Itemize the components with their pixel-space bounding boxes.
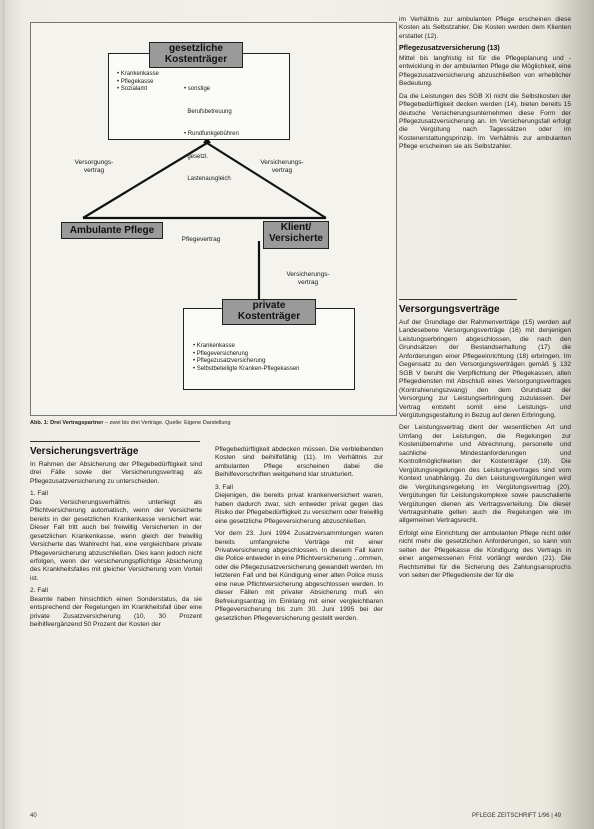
section-rule-left — [30, 441, 200, 442]
statutory-payers-title-2: Kostenträger — [164, 54, 228, 65]
journal-footer: PFLEGE ZEITSCHRIFT 1/96 | 49 — [472, 813, 562, 819]
client-insured-box — [263, 221, 329, 249]
paragraph: im Verhältnis zur ambulanten Pflege erscheinen diese Kosten als Selbstzahler. Die Kosten werden dem Klienten erstattet (12). — [399, 16, 571, 40]
right-column — [399, 16, 571, 156]
list-item: • Krankenkasse — [117, 71, 159, 77]
subheading-supplementary-insurance: Pflegezusatzversicherung (13) — [399, 45, 500, 53]
right-column-lower — [399, 304, 571, 585]
list-item: • Rundfunkgebühren — [184, 131, 239, 137]
private-payers-box — [183, 300, 355, 390]
list-item: • Pflegekasse — [117, 78, 154, 85]
list-item: • Pflegeversicherung — [193, 350, 249, 357]
list-item: • Sozialamt — [117, 86, 148, 92]
paragraph: Da die Leistungen des SGB XI nicht die Selbstkosten der Pflegebedürftigkeit decken werden (14), bieten bereits 15 deutsche Versicherungsunternehmen diese Form der Pflegezusatzversicherung an. Im Versicherungsfall erfolgt die Vergütung nach Tagessätzen oder im Kostenerstattungsprinzip. Im Verhältnis zur ambulanten Pflege erscheinen sie als Selbstzahler. — [399, 92, 571, 151]
section-heading-insurance: Versicherungsverträge — [30, 446, 139, 457]
private-payers-header — [222, 299, 316, 325]
list-item: gesetzl. — [184, 153, 209, 160]
ambulant-care-box: Ambulante Pflege — [61, 222, 163, 239]
figure-frame — [30, 22, 397, 416]
statutory-payers-title-1: gesetzliche — [169, 43, 223, 54]
page-number: 40 — [30, 813, 37, 819]
private-payers-title-2: Kostenträger — [237, 311, 301, 322]
page-spine-shadow — [2, 0, 5, 829]
list-item: Lastenausgleich — [184, 176, 231, 182]
client-label-1: Klient/ — [280, 222, 312, 233]
paragraph: Vor dem 23. Juni 1994 Zusatzversammlungen waren bereits umfangreiche Verträge mit einer Privatversicherung abgeschlossen. In diesem Fall kann die Police entweder in eine Pflichtversicherung ...ommen, oder die Pflegezusatzversicherung gewandelt werden. Im letzteren Fall und bei Kündigung einer alten Police muss eine neue Pflichtversicherung abgeschlossen werden. In dieser Fällen mit privater Absicherung muß ein Befreiungsantrag im Einklang mit einer vergleichbaren Pflegeversicherung bis zum 30. Juni 1995 bei der gesetzlichen Pflegeversicherung gestellt werden. — [215, 530, 383, 622]
paragraph: Erfolgt eine Einrichtung der ambulanten Pflege nicht oder nicht mehr die gesetzlichen Anforderungen, so kann von seiten der Pflegekasse die Kündigung des Vertrags in einer angemessenen Frist vorlängt werden (21). Die Rechtsmittel für die Sicherung des Zahlungsanspruchs von seiten der Pflegedienste der für die — [399, 529, 571, 580]
paragraph: Der Leistungsvertrag dient der wesentlichen Art und Umfang der Leistungen, die Regelungen zur Kostenübernahme und Abrechnung, personelle und sachliche Mindestanforderungen und Kontrollmöglichkeiten der Kostenträger (19). Die Vergütungsregelungen des Leistungsvertrages sind vom Kontext unabhängig. Zu den Leistungsvergütungen wird die Vergütungsregelung im Vergütungsvertrag (20). Vergütungen für Leistungskomplexe sowie pauschalierte Vergütungen dienen als Vertragsverteilung. Die dieser Vertragsinhalte gelten auch die Regelungen wie im allgemeinen Vertragsrecht. — [399, 424, 571, 525]
client-label-2: Versicherte — [269, 233, 323, 244]
paragraph: Beamte haben hinsichtlich einen Sonderstatus, da sie entsprechend der Regelungen im Krankheitsfall über eine private Zusatzversicherung (10, 30 Prozent beihilfeergänzend 50 Prozent der Kosten der — [30, 595, 202, 629]
vertical-contract-label: Versicherungs- vertrag — [286, 271, 330, 286]
section-heading-supply-contracts: Versorgungsverträge — [399, 304, 500, 315]
list-item: • Selbstbeteiligte Kranken-Pflegekassen — [193, 365, 300, 372]
middle-column — [215, 446, 383, 627]
statutory-payers-right-list — [184, 71, 239, 199]
case-2-title: 2. Fall — [30, 587, 48, 595]
private-payers-title-1: private — [252, 300, 286, 311]
care-contract-label: Pflegevertrag — [181, 236, 221, 243]
figure-caption — [30, 420, 400, 426]
statutory-payers-left-list — [117, 71, 159, 94]
caption-bold: Abb. 1: Drei Vertragspartner — [30, 420, 104, 426]
section-rule-right — [399, 299, 517, 300]
left-column — [30, 446, 202, 634]
paragraph: Auf der Grundlage der Rahmenverträge (15) werden auf Landesebene Versorgungsverträge (16) mit denjenigen Leistungserbringern abgeschlossen, die nach den Grundsätzen der Bestandserhaltung (17) die Anforderungen einer Pflegeeinrichtung (18) erbringen. Im Gegensatz zu den Versorgungsverträgen gemäß § 132 SGB V beruht die Verpflichtung der Pflegekassen, allen Pflegediensten mit Abschluß eines Versorgungsvertrages (Kontrahierungszwang) den dem Grundsatz der Versorgung zur Leistungserbringung zuzulassen. Der Vertrag entsteht somit eine Leistungs- und Vergütungsgestaltung in Bezug auf deren Erbringung. — [399, 319, 571, 419]
case-1-title: 1. Fall — [30, 490, 48, 498]
right-edge-label: Versicherungs- vertrag — [260, 159, 304, 174]
list-item: Berufsbetreuung — [184, 108, 232, 115]
left-edge-label: Versorgungs- vertrag — [74, 159, 114, 174]
paragraph: Diejenigen, die bereits privat krankenversichert waren, haben dadurch zwar, sich entweder privat gegen das Risiko der Pflegebedürftigkeit zu versichern oder freiwillig eine gesetzliche Pflegeversicherung abzuschließen. — [215, 492, 383, 525]
list-item: • Krankenkasse — [193, 343, 235, 349]
statutory-payers-header — [149, 42, 243, 68]
paragraph: Mittel bis langfristig ist für die Pflegeplanung und -entwicklung in der ambulanten Pflege die Möglichkeit, eine Pflegezusatzversicherung abzuschließen von erheblicher Bedeutung. — [399, 54, 571, 88]
list-item: • sonstige — [184, 86, 211, 92]
paragraph: Das Versicherungsverhältnis unterliegt als Pflichtversicherung automatisch, wenn der Versicherte bereits in der gesetzlichen Krankenkasse versichert war. Dieser Fall tritt auch bei freiwillig Versicherten in der gesetzlichen Krankenkasse, wenn gleich der freiwillig Versicherte das Wahlrecht hat, eine vergleichbare private Pflegeversicherung abzuschließen. Dies kann jedoch nicht erfolgen, wenn der versicherungspflichtige Absicherung des Krankheitsfalles mit gleicher Versicherung vom Vorteil ist. — [30, 498, 202, 582]
paragraph: In Rahmen der Absicherung der Pflegebedürftigkeit sind drei Fälle sowie der Versicherungsvertrag als Pflegezusatzversicherung zu unterscheiden. — [30, 461, 202, 485]
caption-text: – zwei bis drei Verträge. Quelle: Eigene Darstellung — [103, 420, 231, 426]
private-payers-list — [193, 343, 300, 373]
case-3-title: 3. Fall — [215, 483, 233, 491]
paragraph: Pflegebedürftigkeit abdecken müssen. Die verbleibenden Kosten sind beihilfefähig (11). Im Verhältnis zur ambulanten Pflege erscheinen dabei die Beihilfevorschriften weitgehend klar strukturiert. — [215, 446, 383, 479]
list-item: • Pflegezusatzversicherung — [193, 358, 266, 364]
